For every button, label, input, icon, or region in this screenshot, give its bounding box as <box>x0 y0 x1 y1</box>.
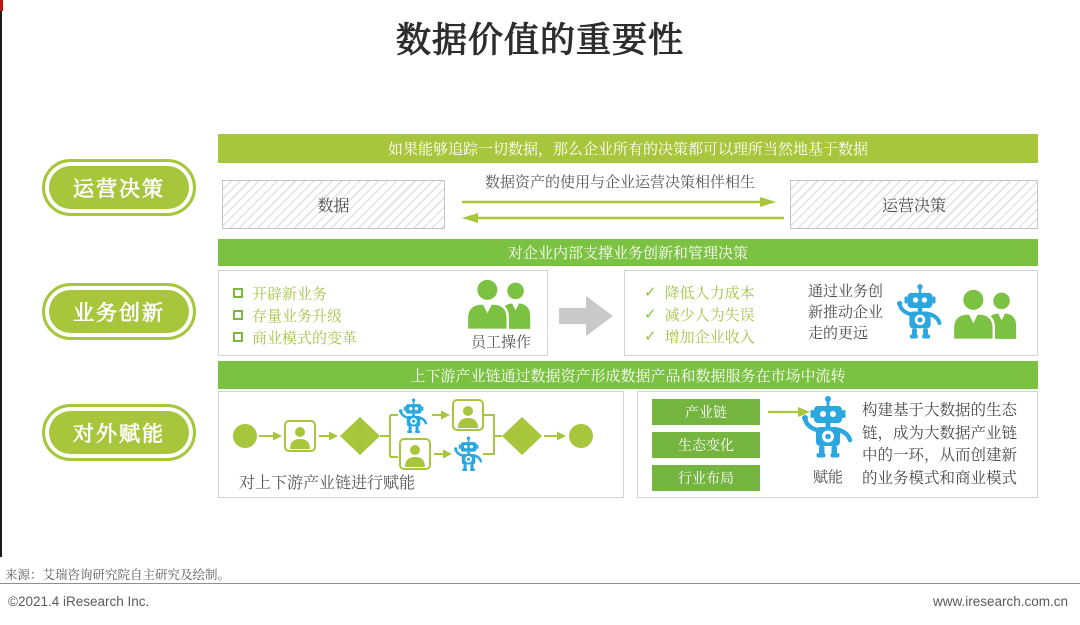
button-industry-layout <box>652 465 760 491</box>
process-flowchart-icon <box>231 398 607 472</box>
copyright-text: ©2021.4 iResearch Inc. <box>8 594 150 609</box>
checkbox-icon <box>233 310 243 320</box>
people-pair-icon <box>463 277 537 330</box>
diamond-icon <box>502 417 542 455</box>
row-label-empowerment <box>42 404 196 461</box>
row-label-text: 对外赋能 <box>73 422 165 446</box>
checklist-item-text: 存量业务升级 <box>252 307 343 325</box>
checklist-item <box>233 304 357 326</box>
innovation-summary: 通过业务创新推动企业走的更远 <box>808 283 884 342</box>
row2-banner-text: 对企业内部支撑业务创新和管理决策 <box>507 245 748 262</box>
innovation-input-box <box>218 270 548 356</box>
flow-caption: 对上下游产业链进行赋能 <box>239 475 416 492</box>
end-circle-icon <box>569 424 593 448</box>
row1-banner-text: 如果能够追踪一切数据，那么企业所有的决策都可以理所当然地基于数据 <box>387 141 868 158</box>
robot-icon <box>897 283 943 340</box>
benefit-item <box>644 281 755 303</box>
supply-chain-flow-box <box>218 391 624 498</box>
robot-icon <box>454 437 481 471</box>
checklist-item <box>233 282 357 304</box>
row2-banner <box>218 239 1038 266</box>
button-label: 产业链 <box>685 404 727 420</box>
checklist-item-text: 商业模式的变革 <box>252 329 358 347</box>
benefit-text: 减少人为失误 <box>664 306 755 324</box>
person-badge-icon <box>453 400 483 430</box>
diamond-icon <box>340 417 380 455</box>
robot-icon <box>802 395 854 459</box>
website-link: www.iresearch.com.cn <box>932 594 1068 609</box>
checkbox-icon <box>233 332 243 342</box>
row-label-text: 运营决策 <box>73 177 165 201</box>
row3-banner-text: 上下游产业链通过数据资产形成数据产品和数据服务在市场中流转 <box>410 367 846 385</box>
footer-divider <box>0 583 1080 584</box>
row1-banner <box>218 134 1038 163</box>
person-badge-icon <box>400 439 430 469</box>
check-icon: ✓ <box>644 328 657 345</box>
employees-caption: 员工操作 <box>470 334 531 351</box>
edge-line <box>0 11 2 557</box>
person-badge-icon <box>285 421 315 451</box>
benefit-text: 增加企业收入 <box>664 328 755 346</box>
people-pair-icon <box>949 287 1023 340</box>
robot-icon <box>399 399 426 433</box>
relation-text: 数据资产的使用与企业运营决策相伴相生 <box>484 174 755 191</box>
innovation-result-box <box>624 270 1038 356</box>
data-box-label: 数据 <box>317 198 350 215</box>
robot-caption: 赋能 <box>812 469 843 486</box>
benefit-item <box>644 325 755 347</box>
data-box <box>222 180 445 229</box>
edge-red-mark <box>0 0 3 11</box>
checkbox-icon <box>233 288 243 298</box>
page-title: 数据价值的重要性 <box>395 21 684 60</box>
check-icon: ✓ <box>644 284 657 301</box>
button-label: 行业布局 <box>678 470 734 486</box>
checklist-item-text: 开辟新业务 <box>252 285 328 303</box>
source-note: 来源：艾瑞咨询研究院自主研究及绘制。 <box>5 568 231 582</box>
empowerment-description: 构建基于大数据的生态链，成为大数据产业链中的一环，从而创建新的业务模式和商业模式 <box>862 402 1018 487</box>
row-label-operations <box>42 159 196 216</box>
empowerment-box <box>637 391 1038 498</box>
decision-box <box>790 180 1038 229</box>
row-label-text: 业务创新 <box>73 301 165 325</box>
innovation-checklist <box>233 282 357 348</box>
bidirectional-arrows-icon <box>458 194 788 226</box>
button-ecology-change <box>652 432 760 458</box>
checklist-item <box>233 326 357 348</box>
button-label: 生态变化 <box>678 437 734 453</box>
benefit-list <box>644 281 755 347</box>
check-icon: ✓ <box>644 306 657 323</box>
benefit-item <box>644 303 755 325</box>
decision-box-label: 运营决策 <box>881 198 946 215</box>
benefit-text: 降低人力成本 <box>664 284 755 302</box>
start-circle-icon <box>233 424 257 448</box>
row3-banner <box>218 361 1038 389</box>
block-arrow-right-icon <box>559 292 613 340</box>
button-industry-chain <box>652 399 760 425</box>
row-label-innovation <box>42 283 196 340</box>
